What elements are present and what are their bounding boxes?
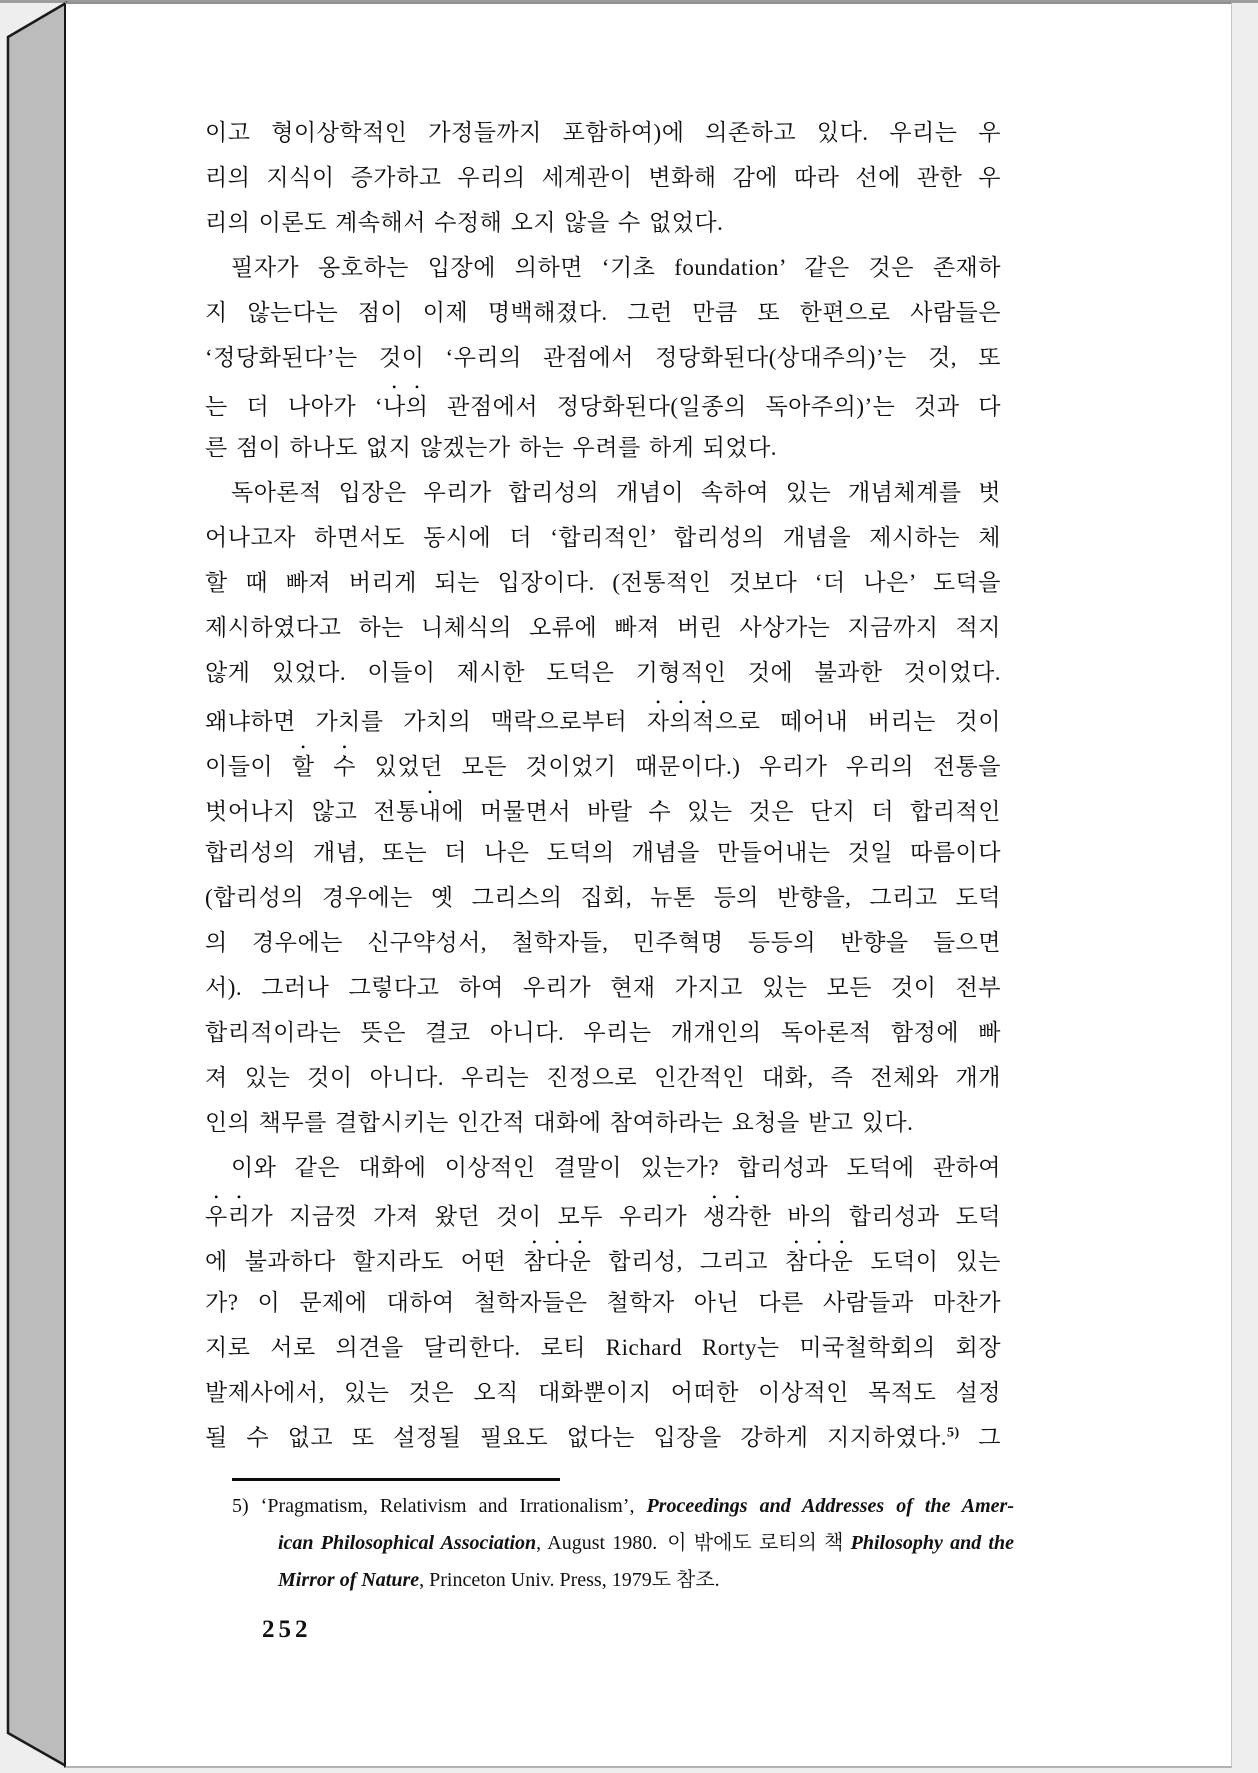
body-text-line: 이들이 할 수 있었던 모든 것이었기 때문이다.) 우리가 우리의 전통을 xyxy=(205,754,1001,779)
body-text-line: 할 때 빠져 버리게 되는 입장이다. (전통적인 것보다 ‘더 나은’ 도덕을 xyxy=(205,570,1001,595)
body-text-line: 이고 형이상학적인 가정들까지 포함하여)에 의존하고 있다. 우리는 우 xyxy=(205,120,1001,145)
body-text-line: (합리성의 경우에는 옛 그리스의 집회, 뉴톤 등의 반향을, 그리고 도덕 xyxy=(205,885,1001,910)
body-text-line: 될 수 없고 또 설정될 필요도 없다는 입장을 강하게 지지하였다.$^{5)}$ 그 xyxy=(205,1425,1001,1450)
body-text-line: 이와 같은 대화에 이상적인 결말이 있는가? 합리성과 도덕에 관하여 xyxy=(231,1155,1001,1180)
body-text-line: 에 불과하다 할지라도 어떤 참다운 합리성, 그리고 참다운 도덕이 있는 xyxy=(205,1249,1002,1274)
footnote xyxy=(232,1478,1014,1599)
body-text-line: 는 더 나아가 ‘나의 관점에서 정당화된다(일종의 독아주의)’는 것과 다 xyxy=(205,394,1002,419)
book-page xyxy=(64,2,1232,1768)
body-text-line: 서). 그러나 그렇다고 하여 우리가 현재 가지고 있는 모든 것이 전부 xyxy=(205,975,1001,1000)
body-text-line: 필자가 옹호하는 입장에 의하면 ‘기초 foundation’ 같은 것은 존재하 xyxy=(231,255,1001,280)
footnote-line: 5) ‘Pragmatism, Relativism and Irrationalism’, Proceedings and Addresses of the Amer- xyxy=(232,1495,1014,1517)
book-fore-edge-shape xyxy=(8,3,66,1766)
body-text-line: 인의 책무를 결합시키는 인간적 대화에 참여하라는 요청을 받고 있다. xyxy=(205,1110,914,1135)
footnote-line: ican Philosophical Association, August 1980. 이 밖에도 로티의 책 Philosophy and the xyxy=(278,1532,1014,1554)
body-text xyxy=(205,110,1001,1460)
body-text-line: 의 경우에는 신구약성서, 철학자들, 민주혁명 등등의 반향을 들으면 xyxy=(205,930,1001,955)
book-fore-edge xyxy=(0,0,72,1773)
body-text-line: 합리성의 개념, 또는 더 나은 도덕의 개념을 만들어내는 것일 따름이다 xyxy=(205,840,1001,865)
body-text-line: 발제사에서, 있는 것은 오직 대화뿐이지 어떠한 이상적인 목적도 설정 xyxy=(205,1380,1001,1405)
body-text-line: 왜냐하면 가치를 가치의 맥락으로부터 자의적으로 떼어내 버리는 것이 xyxy=(205,709,1001,734)
footnote-rule xyxy=(232,1478,560,1481)
body-text-line: 않게 있었다. 이들이 제시한 도덕은 기형적인 것에 불과한 것이었다. xyxy=(205,660,1001,685)
body-text-line: 리의 지식이 증가하고 우리의 세계관이 변화해 감에 따라 선에 관한 우 xyxy=(205,165,1001,190)
body-text-line: 벗어나지 않고 전통내에 머물면서 바랄 수 있는 것은 단지 더 합리적인 xyxy=(205,799,1001,824)
body-text-line: 른 점이 하나도 없지 않겠는가 하는 우려를 하게 되었다. xyxy=(205,435,778,460)
body-text-line: 독아론적 입장은 우리가 합리성의 개념이 속하여 있는 개념체계를 벗 xyxy=(231,480,1001,505)
body-text-line: ‘정당화된다’는 것이 ‘우리의 관점에서 정당화된다(상대주의)’는 것, 또 xyxy=(205,345,1001,370)
body-text-line: 어나고자 하면서도 동시에 더 ‘합리적인’ 합리성의 개념을 제시하는 체 xyxy=(205,525,1001,550)
body-text-line: 리의 이론도 계속해서 수정해 오지 않을 수 없었다. xyxy=(205,210,724,235)
page-number: 252 xyxy=(262,1616,312,1643)
footnote-lines xyxy=(232,1488,1014,1599)
body-text-line: 지로 서로 의견을 달리한다. 로티 Richard Rorty는 미국철학회의 회장 xyxy=(205,1335,1001,1360)
body-text-line: 제시하였다고 하는 니체식의 오류에 빠져 버린 사상가는 지금까지 적지 xyxy=(205,615,1001,640)
body-text-line: 져 있는 것이 아니다. 우리는 진정으로 인간적인 대화, 즉 전체와 개개 xyxy=(205,1065,1001,1090)
body-text-line: 합리적이라는 뜻은 결코 아니다. 우리는 개개인의 독아론적 함정에 빠 xyxy=(205,1020,1001,1045)
footnote-line: Mirror of Nature, Princeton Univ. Press, 1979도 참조. xyxy=(278,1569,720,1591)
body-text-line: 지 않는다는 점이 이제 명백해졌다. 그런 만큼 또 한편으로 사람들은 xyxy=(205,300,1001,325)
body-text-line: 우리가 지금껏 가져 왔던 것이 모두 우리가 생각한 바의 합리성과 도덕 xyxy=(205,1204,1001,1229)
body-text-line: 가? 이 문제에 대하여 철학자들은 철학자 아닌 다른 사람들과 마찬가 xyxy=(205,1290,1001,1315)
